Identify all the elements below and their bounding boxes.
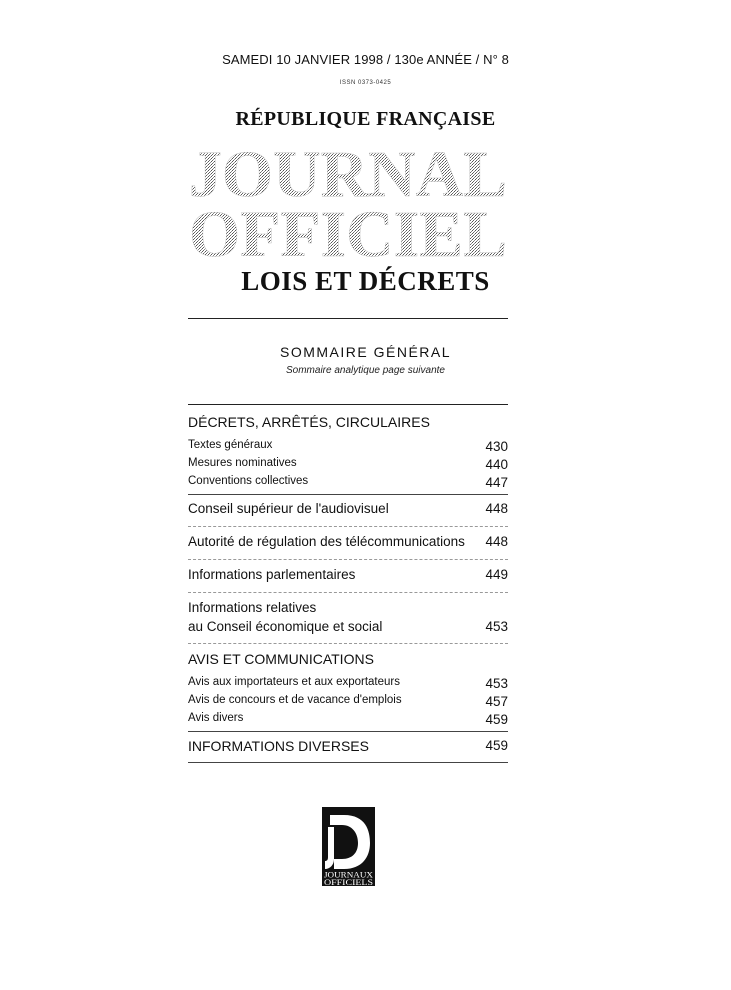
- divider: [188, 643, 508, 644]
- toc-entry-avis-importateurs[interactable]: [188, 676, 508, 694]
- divider: [188, 731, 508, 732]
- lois-et-decrets-heading: LOIS ET DÉCRETS: [241, 266, 490, 296]
- toc-entry-textes-generaux[interactable]: [188, 439, 508, 457]
- journal-officiel-masthead: [187, 140, 509, 262]
- sommaire-general-title: SOMMAIRE GÉNÉRAL: [279, 344, 452, 360]
- toc-entry-label: Textes généraux: [188, 439, 273, 451]
- logo-line-officiels: OFFICIELS: [324, 877, 374, 886]
- logo-line-journaux: JOURNAUX: [324, 869, 373, 880]
- divider: [188, 559, 508, 560]
- toc-entry-page: 449: [485, 567, 508, 582]
- toc-entry-informations-diverses[interactable]: [188, 738, 508, 756]
- masthead-line-journal: JOURNAL: [189, 140, 507, 211]
- toc-entry-page: 459: [485, 738, 508, 753]
- divider: [188, 494, 508, 495]
- sommaire-subtitle: Sommaire analytique page suivante: [286, 365, 445, 376]
- toc-entry-page: 453: [485, 676, 508, 691]
- journaux-officiels-logo: [322, 807, 375, 886]
- toc-entry-csa[interactable]: [188, 501, 508, 519]
- toc-entry-label: au Conseil économique et social: [188, 619, 383, 634]
- toc-entry-label: Informations relatives: [188, 600, 317, 615]
- divider: [188, 404, 508, 405]
- toc-entry-page: 453: [485, 619, 508, 634]
- toc-entry-label: Autorité de régulation des télécommunications: [188, 534, 465, 549]
- toc-entry-label: Avis divers: [188, 712, 244, 724]
- toc-entry-label: Avis de concours et de vacance d'emplois: [188, 694, 402, 706]
- toc-heading-avis: [188, 651, 508, 669]
- toc-heading-decrets: [188, 414, 508, 432]
- toc-entry-page: 447: [485, 475, 508, 490]
- toc-entry-mesures-nominatives[interactable]: [188, 457, 508, 475]
- toc-entry-avis-concours[interactable]: [188, 694, 508, 712]
- toc-entry-label: Mesures nominatives: [188, 457, 297, 469]
- toc-entry-label: Informations parlementaires: [188, 567, 356, 582]
- toc-entry-page: 440: [485, 457, 508, 472]
- republique-francaise-heading: RÉPUBLIQUE FRANÇAISE: [235, 108, 496, 130]
- toc-entry-label: INFORMATIONS DIVERSES: [188, 738, 369, 754]
- toc-entry-label: Conseil supérieur de l'audiovisuel: [188, 501, 389, 516]
- divider: [188, 318, 508, 319]
- masthead-line-officiel: OFFICIEL: [189, 198, 507, 262]
- toc-entry-page: 448: [485, 501, 508, 516]
- toc-entry-page: 457: [485, 694, 508, 709]
- divider: [188, 526, 508, 527]
- toc-entry-label: Conventions collectives: [188, 475, 309, 487]
- toc-entry-avis-divers[interactable]: [188, 712, 508, 730]
- toc-entry-label: Avis aux importateurs et aux exportateurs: [188, 676, 401, 688]
- toc-entry-art[interactable]: [188, 534, 508, 552]
- toc-entry-page: 430: [485, 439, 508, 454]
- divider: [188, 592, 508, 593]
- toc-entry-ces[interactable]: [188, 619, 508, 637]
- dateline: SAMEDI 10 JANVIER 1998 / 130e ANNÉE / N° 8: [222, 52, 509, 67]
- toc-entry-page: 448: [485, 534, 508, 549]
- toc-entry-page: 459: [485, 712, 508, 727]
- toc-heading-label: AVIS ET COMMUNICATIONS: [188, 651, 374, 667]
- toc-entry-ces-line1: [188, 600, 508, 618]
- toc-heading-label: DÉCRETS, ARRÊTÉS, CIRCULAIRES: [188, 414, 430, 430]
- toc-entry-conventions-collectives[interactable]: [188, 475, 508, 493]
- issn-number: ISSN 0373-0425: [339, 80, 392, 86]
- divider: [188, 762, 508, 763]
- toc-entry-informations-parlementaires[interactable]: [188, 567, 508, 585]
